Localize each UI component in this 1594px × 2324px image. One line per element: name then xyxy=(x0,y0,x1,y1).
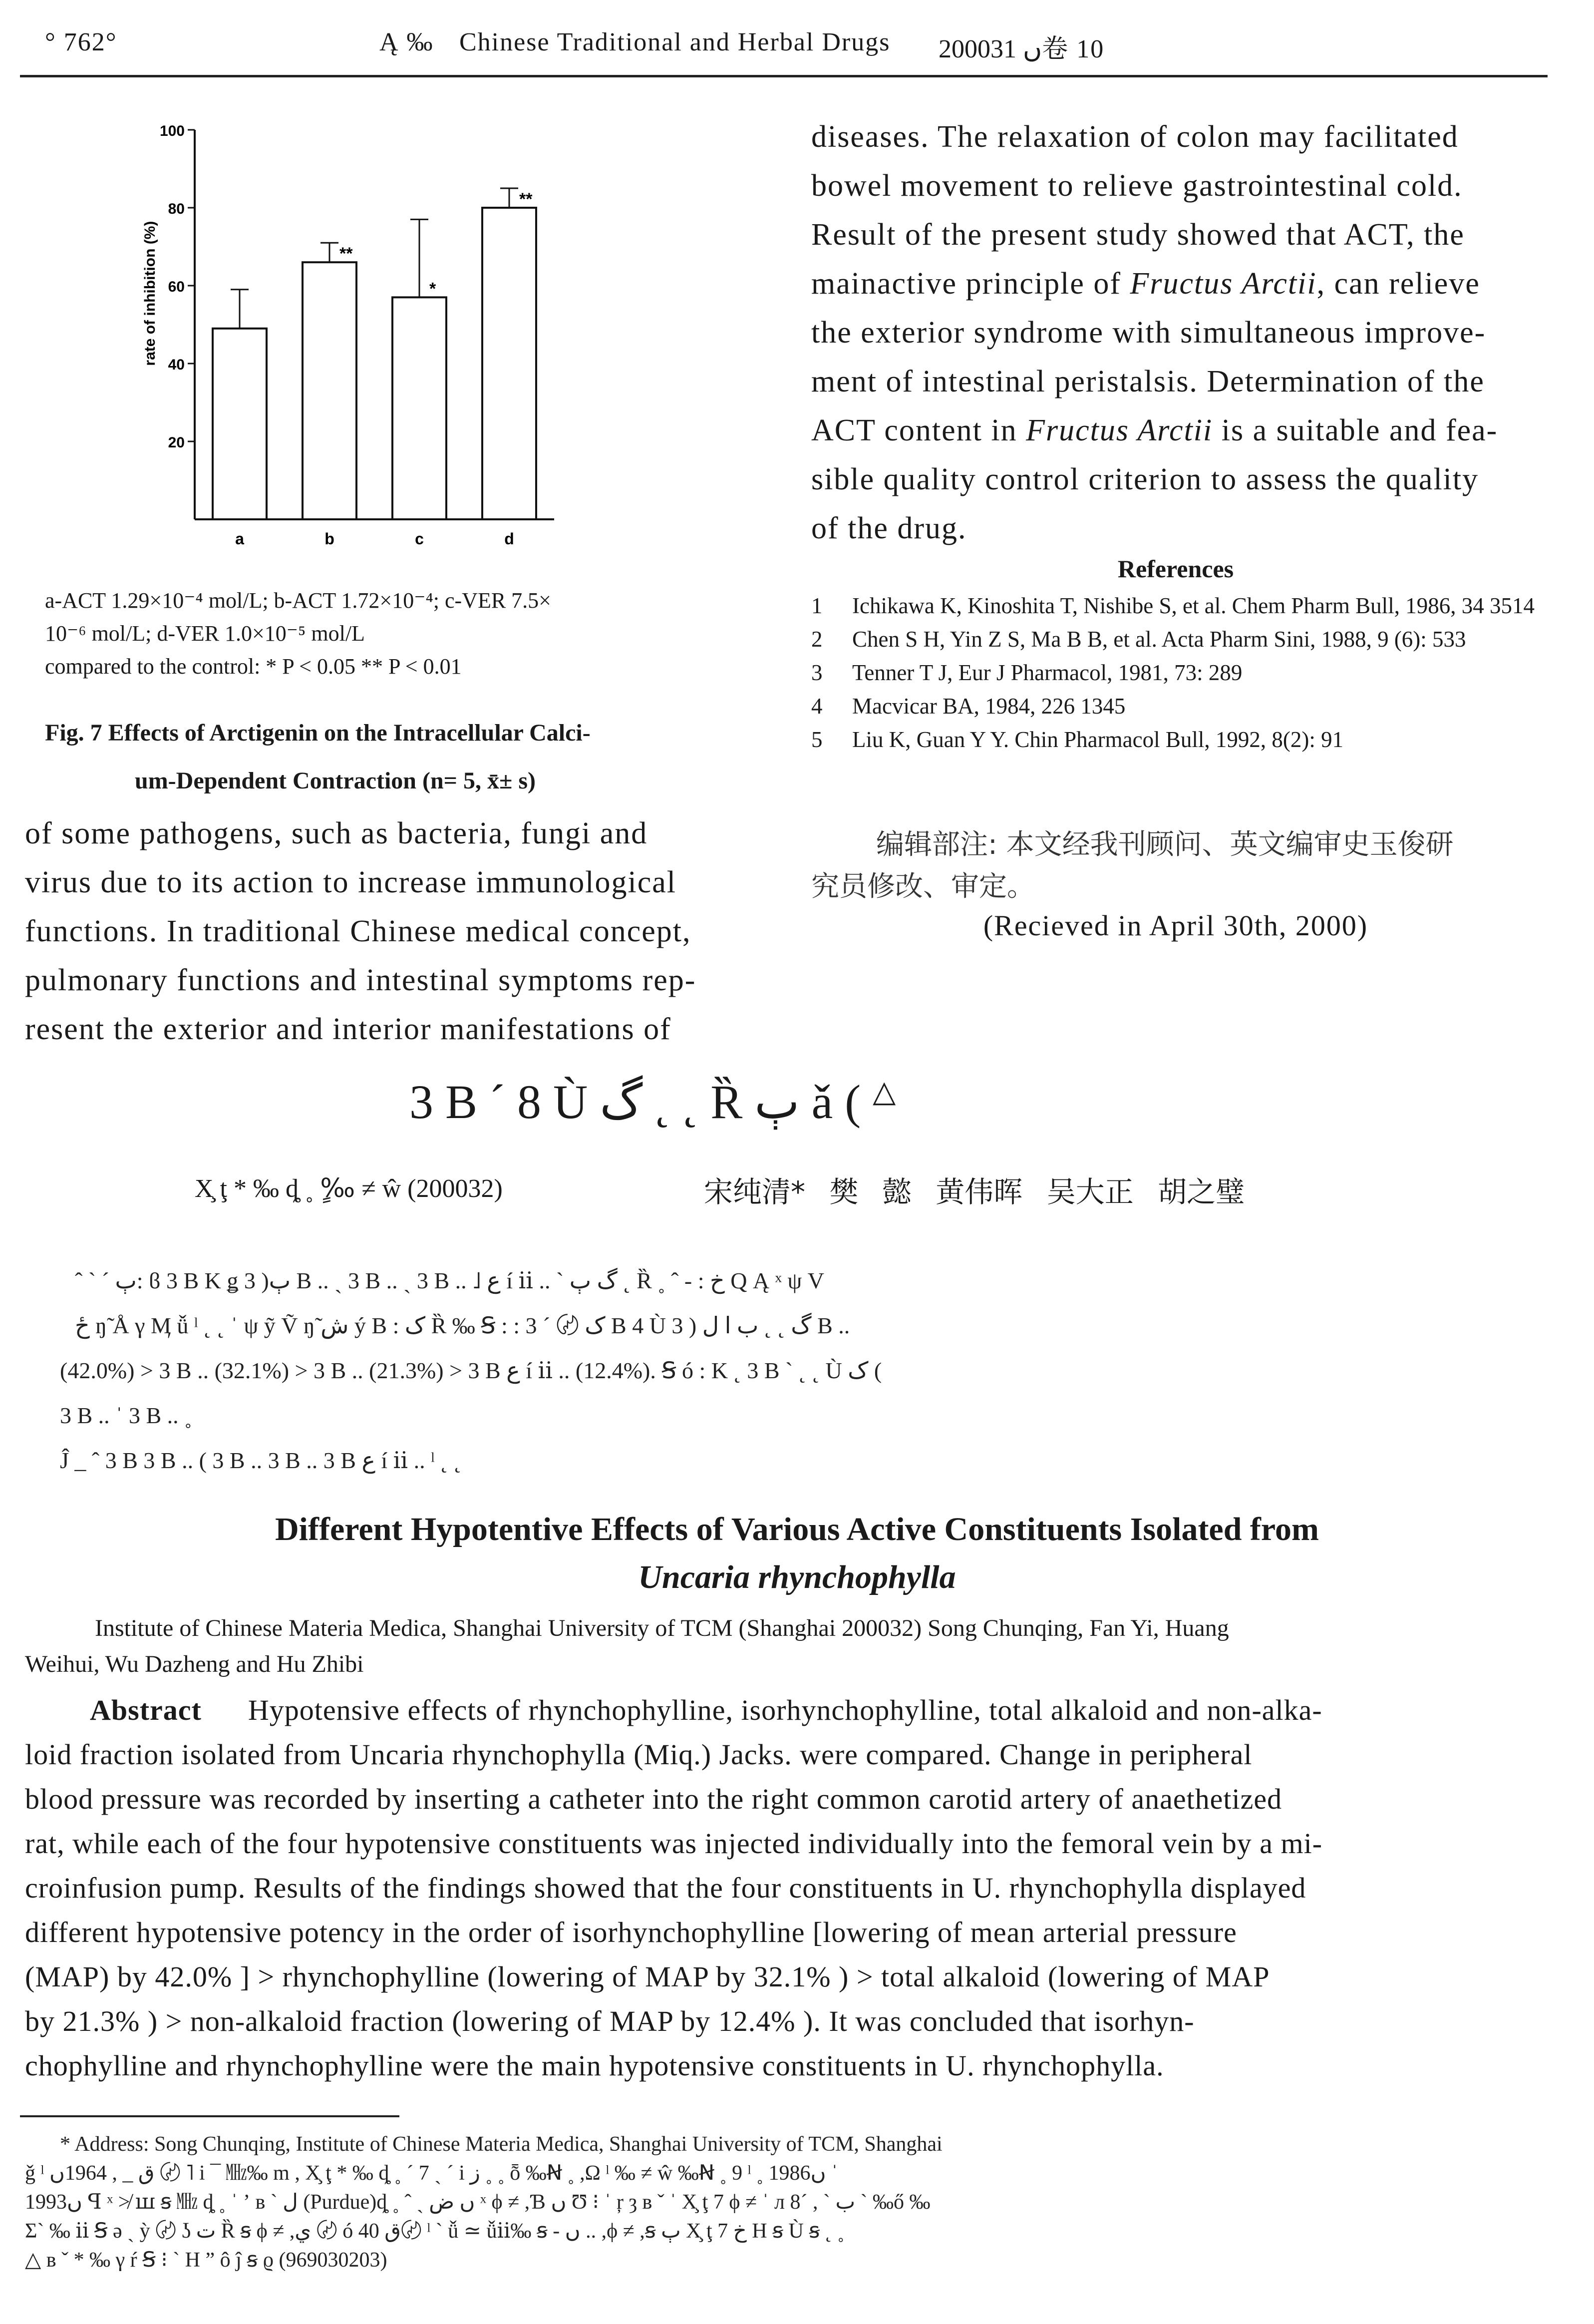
left-column-text xyxy=(25,809,754,1054)
legend-line-1: a-ACT 1.29×10⁻⁴ mol/L; b-ACT 1.72×10⁻⁴; c-VER 7.5× xyxy=(45,588,551,613)
running-header xyxy=(45,27,1533,62)
left-line: functions. In traditional Chinese medical concept, xyxy=(25,914,691,948)
figure-caption xyxy=(45,709,754,805)
cn-abstract: ˆ ˋ ˊ ٻ: ϐ 3 B K ǥ ٻ( 3 B .. ˎ 3 B .. ˎ 3 B .. ˩ ع í ⅱ .. ˋ گ ٻ ˛ Ȑ ˳ ˆ ‐ : خ Q Ą ˣ ψ V ځ ŋ̃ Å γ Ӎ ǚ ˡ ˛ ˛ ˈ ψ ỹ Ṽ ŋ̃ ش ý B : ک Ȑ ‰ Ꞩ : : ک 〄 ´ 3 B 4 Ù گ ˛ ˛ ب ا ل ( 3 B .. (42.0%) > 3 B .. (32.1%) > 3 B .. (21.3%) > 3 B ع í ⅱ .. (12.4%). Ꞩ ó : K ˛ 3 B ˋ ˛ ˛ Ù ک ( 3 B .. ˈ 3 B .. ˳ Ĵ _ ˆ 3 B 3 B .. ( 3 B .. 3 B .. 3 B ع í ⅱ .. ˡ ˛ ˛ xyxy=(60,1268,882,1473)
left-line: virus due to its action to increase immunological xyxy=(25,865,677,899)
en-affiliation: Institute of Chinese Materia Medica, Shanghai University of TCM (Shanghai 200032) Song Chunqing, Fan Yi, Huang Weihui, Wu Dazheng and Hu Zhibi xyxy=(25,1615,1229,1677)
journal-cn-title: Ą ‰ xyxy=(379,28,434,56)
en-abstract: Abstract Hypotensive effects of rhynchophylline, isorhynchophylline, total alkaloid and non-alka- loid fraction isolated from Uncaria rhynchophylla (Miq.) Jacks. were compared. Change in peripheral blood pressure was recorded by inserting a catheter into the right common carotid artery of anaethetized rat, while each of the four hypotensive constituents was injected individually into the femoral vein by a mi- croinfusion pump. Results of the findings showed that the four constituents in U. rhynchophylla displayed different hypotensive potency in the order of isorhynchophylline [lowering of mean arterial pressure (MAP) by 42.0% ] > rhynchophylline (lowering of MAP by 32.1% ) > total alkaloid (lowering of MAP by 21.3% ) > non-alkaloid fraction (lowering of MAP by 12.4% ). It was concluded that isorhyn- chophylline and rhynchophylline were the main hypotensive constituents in U. rhynchophylla. xyxy=(25,1694,1323,2082)
page-number: ° 762° xyxy=(45,28,117,56)
reference-item: 1 Ichikawa K, Kinoshita T, Nishibe S, et al. Chem Pharm Bull, 1986, 34 3514 xyxy=(811,593,1535,618)
footnote: * Address: Song Chunqing, Institute of Chinese Materia Medica, Shanghai University of TCM, Shanghai ǧ ˡ ق _ , 1964ں 〄 ˥ i ¯ ㎒‰ m , X̧ ţ * ‰ ȡ ˳ ´ 7 ˎ ´ i ز ˳ ˳ ȭ ‰Ꞥ ˳ ,Ω ˡ ‰ ≠ ŵ ‰Ꞥ ˳ 9 ˡ ˳ 1986ں ˈ 1993ں ꟼ ˣ ≯ ꟺ ꞩ ㎒ ȡ ˳ ˈ ʼ ʙ ˋ ل (Purdue)ȡ ˳ ˆ ˎ ں ض ˣ ϕ ≠ ,Ɓ ں Ʊ ⁝ ˈ ŗ ȝ ʙ ˇ ˈ X̧ ţ 7 ϕ ≠ ˈ л 8ˊ , ˋ ب ˋ ‰ő ‰ Σˋ ‰ ⅱ Ꞩ ə ˎ ỳ 〄 ʖ ت Ȑ ꞩ ϕ ≠ ,ي 〄 ó ق 40〄 ˡ ˋ ǚ ≃ ǚⅱ‰ ꞩ - ں .. ,ϕ ≠ ,ꞩ ٻ X̧ ţ 7 خ H ꞩ Ù ꞩ ˛ ˳ △ ʙ ˇ * ‰ γ ŕ Ꞩ ⁝ ˋ H ˮ ô ĵ ꞩ ϱ (969030203) xyxy=(25,2133,943,2272)
bar-c xyxy=(392,297,446,519)
bar-a xyxy=(213,329,267,519)
species-name: Fructus Arctii xyxy=(1130,267,1317,301)
caption-line-1: Fig. 7 Effects of Arctigenin on the Intracellular Calci- xyxy=(45,720,591,746)
y-tick-label: 100 xyxy=(159,123,185,139)
cn-title: 3 B ´ 8 Ù گ ˛ ˛ Ȑ ٻ ǎ ( △ xyxy=(409,1075,896,1129)
x-tick-label: d xyxy=(504,530,514,548)
legend-line-3: compared to the control: * P < 0.05 ** P < 0.01 xyxy=(45,654,462,679)
figure-legend xyxy=(45,584,754,683)
significance-mark-d: ** xyxy=(519,190,533,209)
right-line: ment of intestinal peristalsis. Determination of the xyxy=(811,365,1485,398)
en-title-line-2: Uncaria rhynchophylla xyxy=(638,1559,956,1595)
reference-item: 3 Tenner T J, Eur J Pharmacol, 1981, 73: 289 xyxy=(811,660,1243,685)
right-line: Result of the present study showed that ACT, the xyxy=(811,218,1465,252)
reference-item: 5 Liu K, Guan Y Y. Chin Pharmacol Bull, 1992, 8(2): 91 xyxy=(811,727,1344,752)
y-tick-label: 20 xyxy=(168,434,185,451)
footnote-rule xyxy=(20,2115,399,2117)
x-tick-label: a xyxy=(235,530,244,548)
x-tick-label: c xyxy=(415,530,424,548)
right-line: ACT content in Fructus Arctii is a suitable and fea- xyxy=(811,413,1498,447)
legend-line-2: 10⁻⁶ mol/L; d-VER 1.0×10⁻⁵ mol/L xyxy=(45,621,365,646)
species-name: Fructus Arctii xyxy=(1026,413,1213,447)
y-tick-label: 40 xyxy=(168,357,185,373)
right-line: sible quality control criterion to assess the quality xyxy=(811,462,1479,496)
left-line: of some pathogens, such as bacteria, fungi and xyxy=(25,816,648,850)
right-line: bowel movement to relieve gastrointestinal cold. xyxy=(811,169,1463,203)
caption-line-2: um-Dependent Contraction (n= 5, x̄± s) xyxy=(135,768,536,794)
left-line: resent the exterior and interior manifestations of xyxy=(25,1012,671,1046)
right-line: of the drug. xyxy=(811,511,967,545)
left-line: pulmonary functions and intestinal symptoms rep- xyxy=(25,963,696,997)
references-list xyxy=(811,589,1540,757)
right-line: diseases. The relaxation of colon may facilitated xyxy=(811,120,1459,154)
significance-mark-c: * xyxy=(429,279,436,299)
y-axis-label: rate of inhibition (%) xyxy=(142,221,158,366)
journal-issue: 2000ں 31卷 10 xyxy=(939,35,1105,63)
reference-item: 4 Macvicar BA, 1984, 226 1345 xyxy=(811,694,1126,719)
fig7-bar-chart xyxy=(130,120,579,559)
journal-title: Chinese Traditional and Herbal Drugs xyxy=(459,28,891,56)
abstract-label: Abstract xyxy=(90,1694,202,1726)
cn-authors: 宋纯清* 樊 懿 黄伟晖 吴大正 胡之璧 xyxy=(704,1175,1245,1209)
received-date: (Recieved in April 30th, 2000) xyxy=(983,909,1368,942)
reference-item: 2 Chen S H, Yin Z S, Ma B B, et al. Acta Pharm Sini, 1988, 9 (6): 533 xyxy=(811,627,1466,652)
references-title: References xyxy=(1117,555,1234,583)
header-rule xyxy=(20,75,1548,77)
cn-affiliation: X̧ ţ * ‰ ȡ ˳ ‰ٍ ≠ ŵ (200032) xyxy=(195,1174,503,1203)
en-title xyxy=(20,1506,1574,1601)
editor-note: 编辑部注: 本文经我刊顾问、英文编审史玉俊研 究员修改、审定。 xyxy=(811,828,1454,903)
bar-d xyxy=(482,208,536,519)
significance-mark-b: ** xyxy=(339,244,353,264)
right-line: mainactive principle of Fructus Arctii, can relieve xyxy=(811,267,1480,301)
right-line: the exterior syndrome with simultaneous improve- xyxy=(811,316,1486,350)
right-column-text xyxy=(811,112,1540,553)
x-tick-label: b xyxy=(324,530,334,548)
y-tick-label: 60 xyxy=(168,279,185,295)
y-tick-label: 80 xyxy=(168,201,185,217)
en-title-line-1: Different Hypotentive Effects of Various Active Constituents Isolated from xyxy=(275,1511,1319,1548)
triangle-mark-icon: △ xyxy=(873,1075,896,1108)
bar-b xyxy=(303,262,356,519)
